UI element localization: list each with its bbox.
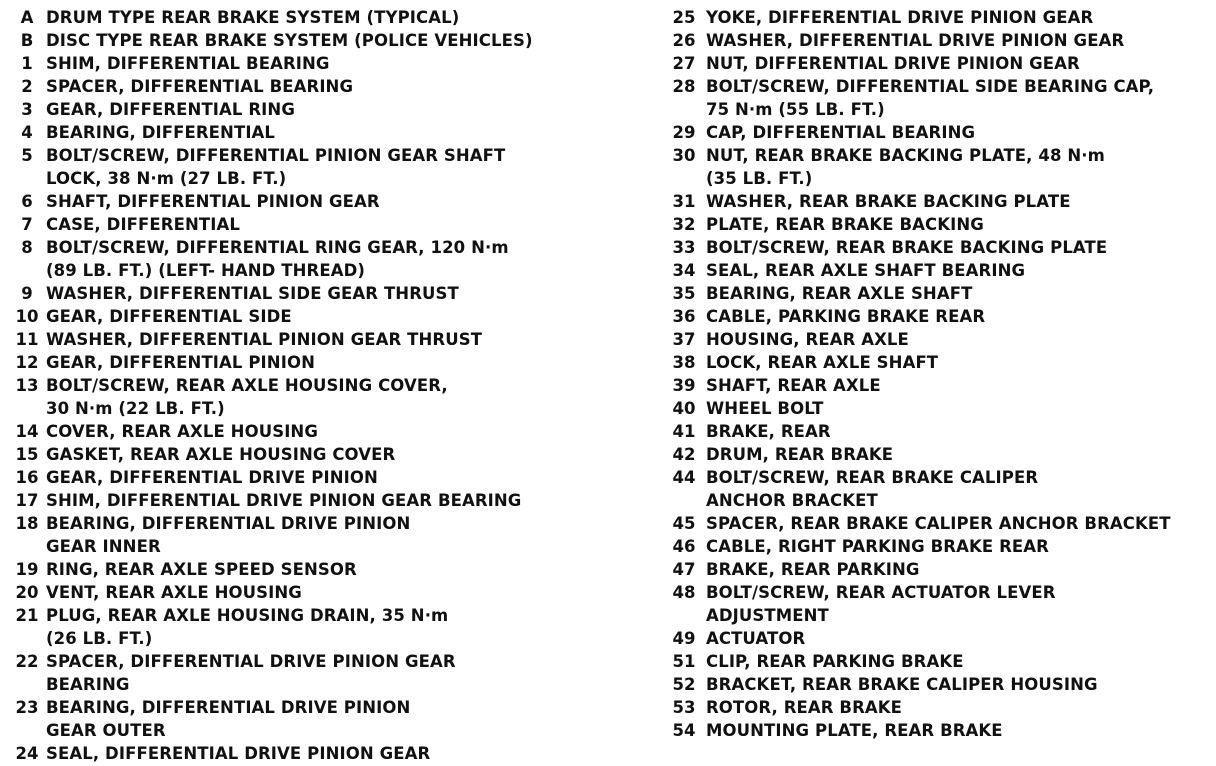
legend-item-text: YOKE, DIFFERENTIAL DRIVE PINION GEAR <box>706 8 1094 27</box>
legend-item <box>662 397 1212 420</box>
legend-item-text: WASHER, DIFFERENTIAL PINION GEAR THRUST <box>46 330 483 349</box>
legend-item-number: 42 <box>672 445 696 464</box>
legend-item-text: PLATE, REAR BRAKE BACKING <box>706 215 984 234</box>
legend-item <box>8 213 608 236</box>
legend-item-number: 6 <box>21 192 33 211</box>
legend-item-text: SPACER, DIFFERENTIAL BEARING <box>46 77 354 96</box>
legend-item <box>662 29 1212 52</box>
legend-item <box>8 604 608 650</box>
legend-item-number: 8 <box>21 238 33 257</box>
legend-item-text: SHIM, DIFFERENTIAL DRIVE PINION GEAR BEARING <box>46 491 522 510</box>
legend-item-text: RING, REAR AXLE SPEED SENSOR <box>46 560 357 579</box>
legend-item-text: VENT, REAR AXLE HOUSING <box>46 583 302 602</box>
legend-item-text: GEAR, DIFFERENTIAL DRIVE PINION <box>46 468 378 487</box>
legend-item-text: WASHER, REAR BRAKE BACKING PLATE <box>706 192 1071 211</box>
legend-item-number: 51 <box>672 652 696 671</box>
legend-item-number: 24 <box>15 744 39 763</box>
legend-item <box>662 466 1212 512</box>
legend-item-number: 5 <box>21 146 33 165</box>
legend-item <box>662 581 1212 627</box>
legend-item-number: 22 <box>15 652 39 671</box>
legend-item-number: 33 <box>672 238 696 257</box>
legend-item-number: 32 <box>672 215 696 234</box>
legend-item <box>8 6 608 29</box>
legend-item-text: SEAL, DIFFERENTIAL DRIVE PINION GEAR <box>46 744 431 763</box>
legend-item-number: A <box>20 8 34 27</box>
legend-item-number: 11 <box>15 330 39 349</box>
legend-item <box>8 75 608 98</box>
legend-item <box>662 121 1212 144</box>
legend-item <box>662 420 1212 443</box>
legend-item-text: GEAR, DIFFERENTIAL SIDE <box>46 307 292 326</box>
legend-item-number: 52 <box>672 675 696 694</box>
legend-item <box>662 673 1212 696</box>
legend-item-text: BOLT/SCREW, REAR AXLE HOUSING COVER, 30 N·m (22 LB. FT.) <box>46 376 448 418</box>
legend-item-text: COVER, REAR AXLE HOUSING <box>46 422 318 441</box>
legend-item-number: 34 <box>672 261 696 280</box>
legend-item-number: 45 <box>672 514 696 533</box>
legend-item-text: SHAFT, REAR AXLE <box>706 376 881 395</box>
legend-item-text: NUT, DIFFERENTIAL DRIVE PINION GEAR <box>706 54 1080 73</box>
legend-item-text: SEAL, REAR AXLE SHAFT BEARING <box>706 261 1026 280</box>
legend-item-number: 21 <box>15 606 39 625</box>
legend-item <box>8 52 608 75</box>
legend-item <box>8 420 608 443</box>
legend-item-number: 17 <box>15 491 39 510</box>
legend-item-text: CASE, DIFFERENTIAL <box>46 215 240 234</box>
legend-item <box>662 443 1212 466</box>
legend-item-number: 49 <box>672 629 696 648</box>
legend-item <box>662 512 1212 535</box>
legend-item-number: 28 <box>672 77 696 96</box>
legend-item-number: 29 <box>672 123 696 142</box>
legend-item-text: BOLT/SCREW, REAR BRAKE BACKING PLATE <box>706 238 1108 257</box>
legend-item-text: GEAR, DIFFERENTIAL RING <box>46 100 295 119</box>
legend-item-text: BEARING, DIFFERENTIAL DRIVE PINION GEAR INNER <box>46 514 411 556</box>
legend-item-text: BRAKE, REAR PARKING <box>706 560 920 579</box>
legend-item-text: DRUM, REAR BRAKE <box>706 445 894 464</box>
legend-item-text: CABLE, PARKING BRAKE REAR <box>706 307 986 326</box>
legend-item-text: SHAFT, DIFFERENTIAL PINION GEAR <box>46 192 380 211</box>
legend-item-number: 16 <box>15 468 39 487</box>
legend-item-text: BEARING, DIFFERENTIAL <box>46 123 276 142</box>
legend-item <box>8 328 608 351</box>
legend-item <box>662 535 1212 558</box>
legend-column-left <box>8 6 608 765</box>
legend-item-number: 39 <box>672 376 696 395</box>
legend-item <box>8 489 608 512</box>
legend-item <box>8 121 608 144</box>
legend-item-number: 18 <box>15 514 39 533</box>
legend-item <box>8 466 608 489</box>
legend-item-number: 40 <box>672 399 696 418</box>
legend-item-number: 1 <box>21 54 33 73</box>
legend-item-number: 14 <box>15 422 39 441</box>
legend-item <box>8 305 608 328</box>
legend-item <box>662 190 1212 213</box>
legend-item <box>662 650 1212 673</box>
legend-item <box>8 351 608 374</box>
legend-item-text: GEAR, DIFFERENTIAL PINION <box>46 353 315 372</box>
legend-item-text: SPACER, DIFFERENTIAL DRIVE PINION GEAR BEARING <box>46 652 456 694</box>
legend-item <box>662 236 1212 259</box>
legend-item-number: 41 <box>672 422 696 441</box>
legend-item-number: 38 <box>672 353 696 372</box>
legend-item-text: MOUNTING PLATE, REAR BRAKE <box>706 721 1003 740</box>
legend-item <box>662 213 1212 236</box>
legend-item <box>8 236 608 282</box>
legend-item-number: 20 <box>15 583 39 602</box>
legend-item-number: 37 <box>672 330 696 349</box>
legend-item <box>8 374 608 420</box>
legend-item-text: SPACER, REAR BRAKE CALIPER ANCHOR BRACKET <box>706 514 1171 533</box>
legend-item-number: 47 <box>672 560 696 579</box>
legend-item-text: PLUG, REAR AXLE HOUSING DRAIN, 35 N·m (26 LB. FT.) <box>46 606 449 648</box>
legend-item-number: 36 <box>672 307 696 326</box>
legend-item-number: 46 <box>672 537 696 556</box>
legend-item-number: 4 <box>21 123 33 142</box>
legend-item-number: 12 <box>15 353 39 372</box>
legend-item-number: 27 <box>672 54 696 73</box>
legend-item <box>662 144 1212 190</box>
legend-item-number: 44 <box>672 468 696 487</box>
legend-column-right <box>662 6 1212 742</box>
legend-item-number: 19 <box>15 560 39 579</box>
legend-item-text: BOLT/SCREW, DIFFERENTIAL PINION GEAR SHAFT LOCK, 38 N·m (27 LB. FT.) <box>46 146 506 188</box>
legend-item <box>662 719 1212 742</box>
legend-item <box>662 282 1212 305</box>
legend-item <box>8 512 608 558</box>
legend-item-number: 48 <box>672 583 696 602</box>
legend-item-number: 25 <box>672 8 696 27</box>
legend-item-text: CLIP, REAR PARKING BRAKE <box>706 652 964 671</box>
legend-item <box>662 259 1212 282</box>
legend-item-number: 15 <box>15 445 39 464</box>
legend-item <box>8 742 608 765</box>
legend-item <box>662 374 1212 397</box>
legend-item-text: DISC TYPE REAR BRAKE SYSTEM (POLICE VEHICLES) <box>46 31 533 50</box>
legend-item <box>662 558 1212 581</box>
legend-item-text: CAP, DIFFERENTIAL BEARING <box>706 123 976 142</box>
legend-item <box>662 328 1212 351</box>
legend-item-text: BRACKET, REAR BRAKE CALIPER HOUSING <box>706 675 1098 694</box>
legend-item <box>8 282 608 305</box>
legend-item-text: WASHER, DIFFERENTIAL DRIVE PINION GEAR <box>706 31 1125 50</box>
legend-item <box>8 443 608 466</box>
legend-item-text: LOCK, REAR AXLE SHAFT <box>706 353 939 372</box>
legend-item-number: B <box>20 31 34 50</box>
legend-item <box>8 581 608 604</box>
legend-item-text: ROTOR, REAR BRAKE <box>706 698 903 717</box>
legend-item <box>8 144 608 190</box>
legend-item-number: 23 <box>15 698 39 717</box>
legend-item-text: BOLT/SCREW, REAR ACTUATOR LEVER ADJUSTMENT <box>706 583 1056 625</box>
legend-item-number: 2 <box>21 77 33 96</box>
legend-item-text: DRUM TYPE REAR BRAKE SYSTEM (TYPICAL) <box>46 8 460 27</box>
legend-item-number: 9 <box>21 284 33 303</box>
legend-item <box>662 6 1212 29</box>
legend-item <box>662 75 1212 121</box>
legend-item <box>662 305 1212 328</box>
legend-item-text: BEARING, DIFFERENTIAL DRIVE PINION GEAR OUTER <box>46 698 411 740</box>
legend-item-number: 7 <box>21 215 33 234</box>
legend-item <box>662 351 1212 374</box>
legend-item-text: BOLT/SCREW, REAR BRAKE CALIPER ANCHOR BRACKET <box>706 468 1039 510</box>
legend-item-number: 53 <box>672 698 696 717</box>
legend-item-number: 3 <box>21 100 33 119</box>
legend-item-text: WASHER, DIFFERENTIAL SIDE GEAR THRUST <box>46 284 459 303</box>
legend-item-text: CABLE, RIGHT PARKING BRAKE REAR <box>706 537 1049 556</box>
legend-item <box>8 98 608 121</box>
legend-item <box>662 627 1212 650</box>
legend-item-text: BRAKE, REAR <box>706 422 831 441</box>
legend-item-number: 10 <box>15 307 39 326</box>
legend-item <box>8 190 608 213</box>
legend-item <box>8 696 608 742</box>
legend-item-text: HOUSING, REAR AXLE <box>706 330 909 349</box>
legend-item <box>8 558 608 581</box>
legend-item-number: 13 <box>15 376 39 395</box>
legend-item-text: BOLT/SCREW, DIFFERENTIAL RING GEAR, 120 N·m (89 LB. FT.) (LEFT- HAND THREAD) <box>46 238 509 280</box>
legend-item-number: 31 <box>672 192 696 211</box>
legend-item-text: GASKET, REAR AXLE HOUSING COVER <box>46 445 396 464</box>
legend-item-number: 54 <box>672 721 696 740</box>
legend-item-number: 35 <box>672 284 696 303</box>
legend-item <box>662 696 1212 719</box>
legend-item <box>8 650 608 696</box>
legend-item-text: BEARING, REAR AXLE SHAFT <box>706 284 973 303</box>
legend-item <box>8 29 608 52</box>
legend-item-number: 30 <box>672 146 696 165</box>
legend-item-text: ACTUATOR <box>706 629 806 648</box>
legend-item-text: NUT, REAR BRAKE BACKING PLATE, 48 N·m (35 LB. FT.) <box>706 146 1105 188</box>
legend-item-text: BOLT/SCREW, DIFFERENTIAL SIDE BEARING CAP, 75 N·m (55 LB. FT.) <box>706 77 1155 119</box>
legend-item-text: SHIM, DIFFERENTIAL BEARING <box>46 54 330 73</box>
legend-item-text: WHEEL BOLT <box>706 399 824 418</box>
legend-item-number: 26 <box>672 31 696 50</box>
legend-item <box>662 52 1212 75</box>
